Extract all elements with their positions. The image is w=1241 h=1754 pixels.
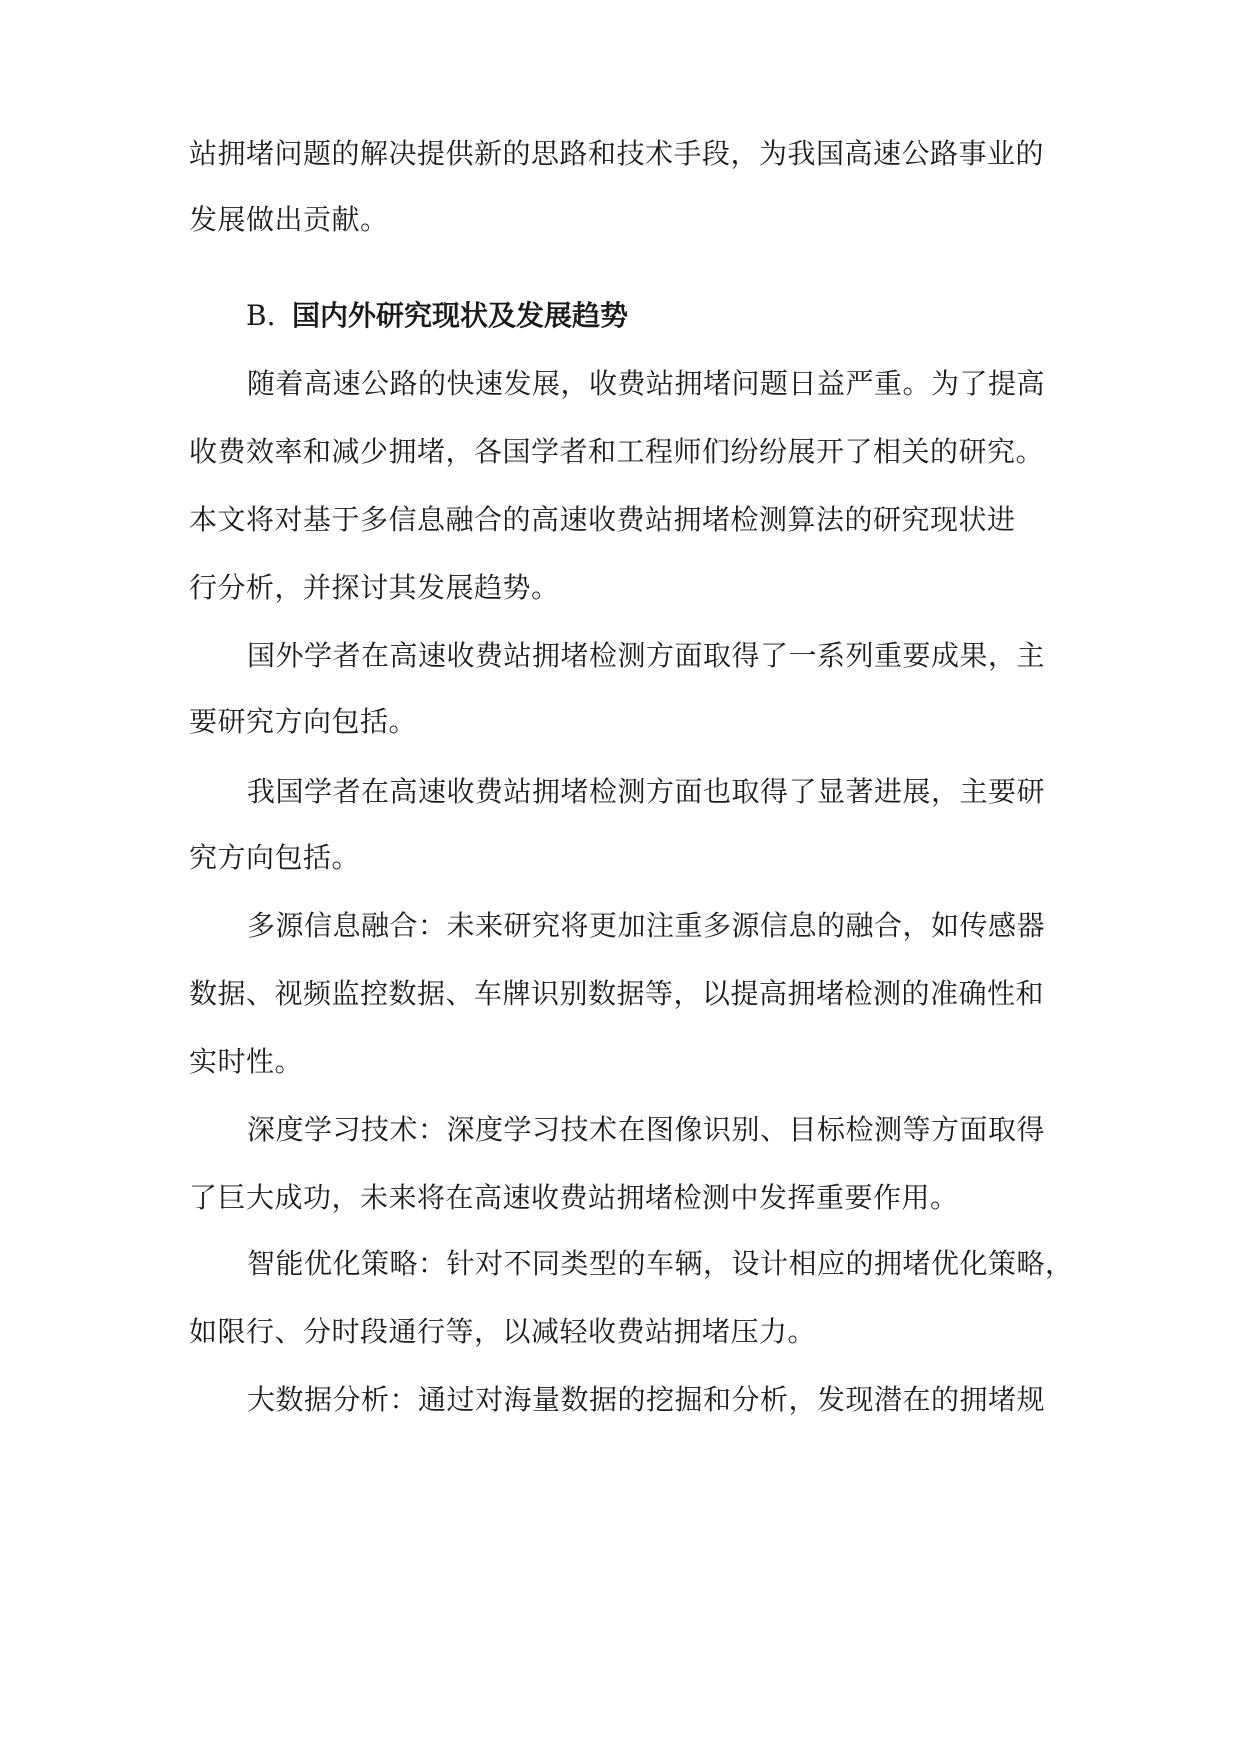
paragraph-7-line-1: 大数据分析：通过对海量数据的挖掘和分析，发现潜在的拥堵规 [247, 1383, 1046, 1416]
paragraph-1-line-1: 随着高速公路的快速发展，收费站拥堵问题日益严重。为了提高 [247, 367, 1046, 400]
intro-line-1: 站拥堵问题的解决提供新的思路和技术手段，为我国高速公路事业的 [189, 137, 1045, 170]
section-heading [246, 298, 628, 334]
paragraph-4-line-2: 数据、视频监控数据、车牌识别数据等，以提高拥堵检测的准确性和 [189, 977, 1045, 1010]
paragraph-6-line-1: 智能优化策略：针对不同类型的车辆，设计相应的拥堵优化策略， [247, 1247, 1074, 1280]
paragraph-5-line-2: 了巨大成功，未来将在高速收费站拥堵检测中发挥重要作用。 [189, 1181, 959, 1214]
section-title: 国内外研究现状及发展趋势 [292, 299, 629, 332]
paragraph-4-line-3: 实时性。 [189, 1045, 304, 1078]
paragraph-6-line-2: 如限行、分时段通行等，以减轻收费站拥堵压力。 [189, 1315, 817, 1348]
paragraph-1-line-3: 本文将对基于多信息融合的高速收费站拥堵检测算法的研究现状进 [189, 503, 1016, 536]
paragraph-3-line-2: 究方向包括。 [189, 841, 361, 874]
paragraph-1-line-4: 行分析，并探讨其发展趋势。 [189, 571, 560, 604]
section-marker: B. [246, 299, 276, 332]
paragraph-2-line-2: 要研究方向包括。 [189, 705, 418, 738]
paragraph-1-line-2: 收费效率和减少拥堵，各国学者和工程师们纷纷展开了相关的研究。 [189, 435, 1045, 468]
paragraph-4-line-1: 多源信息融合：未来研究将更加注重多源信息的融合，如传感器 [247, 909, 1046, 942]
paragraph-5-line-1: 深度学习技术：深度学习技术在图像识别、目标检测等方面取得 [247, 1113, 1046, 1146]
paragraph-2-line-1: 国外学者在高速收费站拥堵检测方面取得了一系列重要成果，主 [247, 639, 1046, 672]
paragraph-3-line-1: 我国学者在高速收费站拥堵检测方面也取得了显著进展，主要研 [247, 775, 1046, 808]
intro-line-2: 发展做出贡献。 [189, 203, 389, 236]
